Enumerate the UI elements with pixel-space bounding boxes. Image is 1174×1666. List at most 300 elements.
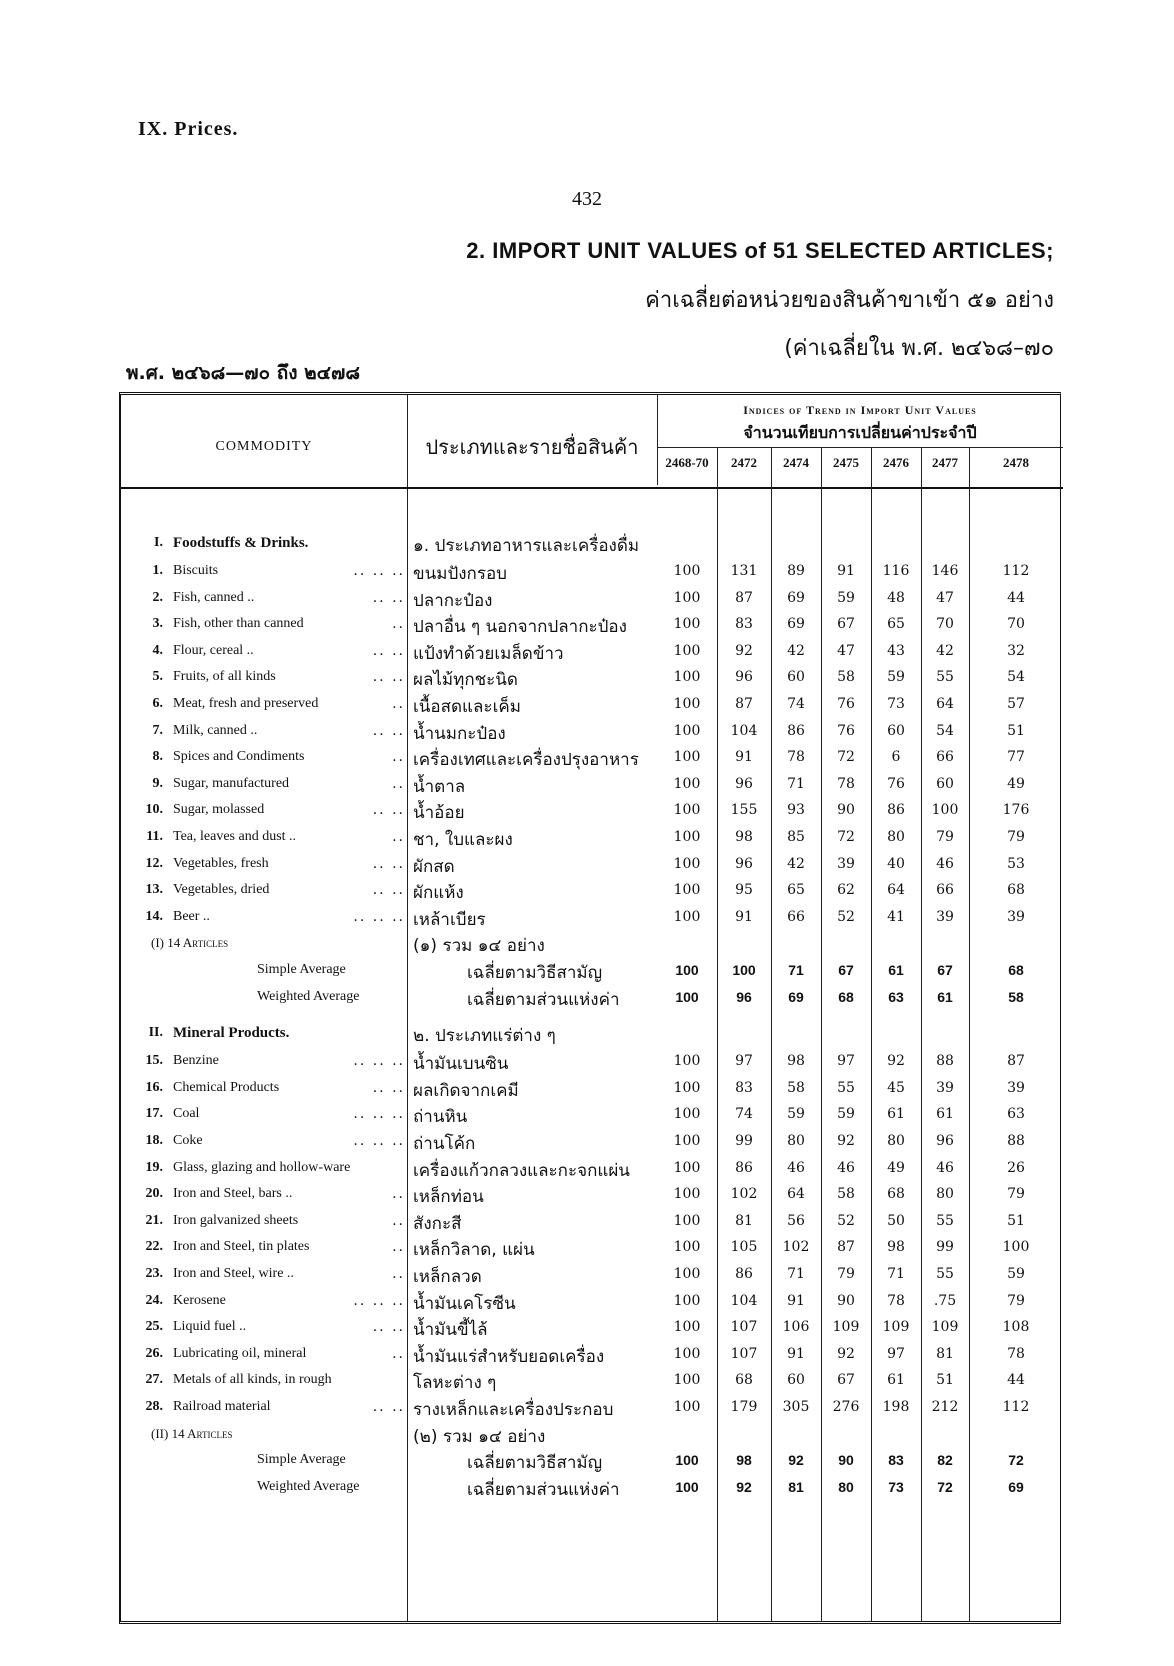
- index-value: 65: [887, 616, 905, 633]
- index-value: 95: [735, 882, 753, 899]
- index-value: 100: [675, 1452, 699, 1469]
- index-value: 91: [735, 749, 753, 766]
- leader-dots: .. .. ..: [353, 1292, 405, 1309]
- row-number: 23.: [145, 1266, 163, 1281]
- commodity-name: Lubricating oil, mineral: [173, 1345, 307, 1361]
- index-value: 305: [782, 1399, 810, 1415]
- index-value: 100: [673, 642, 701, 659]
- index-value: 69: [1008, 1478, 1024, 1495]
- index-value: 81: [735, 1212, 753, 1229]
- index-value: 100: [673, 1133, 701, 1149]
- commodity-name-thai: เหล็กลวด: [413, 1267, 482, 1287]
- commodity-name-thai: ชา, ใบและผง: [413, 830, 513, 850]
- commodity-name-thai: ผักสด: [413, 856, 455, 877]
- index-value: 76: [837, 696, 855, 712]
- index-value: 6: [891, 749, 901, 766]
- index-value: 97: [837, 1053, 855, 1070]
- index-value: 88: [1007, 1133, 1025, 1149]
- commodity-name-thai: เหล้าเบียร: [413, 909, 486, 930]
- index-value: 100: [673, 1345, 701, 1362]
- year-header: 2476: [883, 455, 909, 470]
- index-value: 107: [730, 1345, 758, 1362]
- row-number: 19.: [145, 1159, 163, 1175]
- index-value: 52: [837, 908, 855, 925]
- index-value: 87: [735, 696, 753, 712]
- row-number: 10.: [145, 802, 163, 818]
- index-value: 49: [1007, 775, 1025, 792]
- row-number: 4.: [152, 642, 163, 658]
- index-value: 97: [887, 1345, 905, 1362]
- index-value: 98: [736, 1452, 752, 1469]
- index-value: 96: [936, 1133, 954, 1149]
- index-value: 105: [730, 1239, 758, 1256]
- leader-dots: ..: [392, 829, 405, 845]
- index-value: 102: [782, 1239, 810, 1256]
- index-value: 131: [730, 563, 758, 579]
- commodity-name: Fruits, of all kinds: [173, 669, 276, 685]
- index-value: 100: [673, 855, 701, 872]
- index-value: 61: [937, 988, 953, 1005]
- index-value: 44: [1007, 589, 1025, 606]
- index-value: 59: [887, 669, 905, 686]
- commodity-name: Chemical Products: [173, 1079, 280, 1095]
- index-value: 45: [887, 1079, 905, 1096]
- index-value: 68: [735, 1372, 753, 1389]
- index-value: 100: [673, 669, 701, 686]
- table-title-thai: ค่าเฉลี่ยต่อหน่วยของสินค้าขาเข้า ๕๑ อย่าง: [645, 288, 1054, 313]
- index-value: 68: [1007, 882, 1025, 899]
- index-value: 83: [888, 1452, 904, 1469]
- index-value: 74: [787, 696, 805, 712]
- column-header-indices: Indices of Trend in Import Unit Values: [743, 403, 977, 417]
- index-value: 46: [837, 1159, 855, 1176]
- index-value: 60: [787, 669, 805, 686]
- leader-dots: .. ..: [372, 1079, 405, 1096]
- row-number: 12.: [145, 855, 163, 871]
- commodity-name: Milk, canned ..: [173, 722, 258, 738]
- index-value: 32: [1007, 642, 1025, 659]
- commodity-name: Coal: [173, 1106, 200, 1122]
- leader-dots: .. .. ..: [353, 1133, 405, 1149]
- index-value: 100: [675, 1478, 699, 1495]
- index-value: 85: [787, 829, 805, 845]
- commodity-name: Mineral Products.: [173, 1025, 290, 1042]
- commodity-name-thai: เฉลี่ยตามส่วนแห่งค่า: [467, 1479, 620, 1500]
- year-column-divider: [921, 447, 922, 1621]
- index-value: 73: [888, 1478, 904, 1495]
- index-value: 59: [837, 589, 855, 606]
- index-value: 39: [1007, 1079, 1025, 1096]
- index-value: 89: [787, 563, 805, 579]
- commodity-name: Flour, cereal ..: [173, 642, 254, 658]
- index-value: 68: [887, 1186, 905, 1203]
- index-value: 90: [837, 802, 855, 819]
- index-value: 176: [1002, 802, 1030, 819]
- commodity-name: Weighted Average: [257, 988, 360, 1004]
- index-value: 46: [787, 1159, 805, 1176]
- index-value: 109: [882, 1319, 910, 1336]
- index-value: 46: [936, 1159, 954, 1176]
- commodity-name-thai: ถ่านโค้ก: [413, 1134, 476, 1154]
- commodity-name: Railroad material: [173, 1399, 271, 1414]
- row-number: 21.: [145, 1212, 163, 1228]
- index-value: 98: [735, 829, 753, 845]
- commodity-name-thai: น้ำอ้อย: [413, 803, 465, 824]
- leader-dots: ..: [392, 749, 405, 766]
- index-value: 51: [1007, 1212, 1025, 1229]
- index-value: 80: [838, 1478, 854, 1495]
- index-value: 43: [887, 642, 905, 659]
- index-value: 60: [936, 775, 954, 792]
- index-value: 100: [673, 1372, 701, 1389]
- index-value: 87: [837, 1239, 855, 1256]
- row-number: 9.: [152, 775, 163, 791]
- index-value: 49: [887, 1159, 905, 1176]
- index-value: .75: [933, 1292, 957, 1309]
- commodity-name-thai: เหล็กท่อน: [413, 1187, 484, 1208]
- index-value: 100: [732, 962, 756, 978]
- index-value: 60: [887, 722, 905, 739]
- index-value: 100: [673, 1159, 701, 1176]
- index-value: 100: [673, 1319, 701, 1336]
- index-value: 79: [1007, 1186, 1025, 1203]
- year-header: 2475: [833, 455, 859, 470]
- index-value: 102: [730, 1186, 758, 1203]
- commodity-name: Fish, other than canned: [173, 616, 304, 632]
- index-value: 92: [735, 642, 753, 659]
- commodity-name-thai: ๒. ประเภทแร่ต่าง ๆ: [413, 1026, 556, 1047]
- index-value: 47: [837, 642, 855, 659]
- index-value: 68: [838, 988, 854, 1005]
- index-value: 61: [888, 962, 904, 978]
- index-value: 81: [936, 1345, 954, 1362]
- year-column-divider: [871, 447, 872, 1621]
- index-value: 104: [730, 722, 758, 739]
- index-value: 108: [1002, 1319, 1030, 1336]
- index-value: 41: [887, 908, 905, 925]
- index-value: 92: [887, 1053, 905, 1070]
- commodity-name-thai: ๑. ประเภทอาหารและเครื่องดื่ม: [413, 536, 640, 556]
- index-value: 96: [735, 669, 753, 686]
- index-value: 76: [837, 722, 855, 739]
- index-value: 72: [837, 749, 855, 766]
- commodity-name: Iron and Steel, tin plates: [173, 1239, 310, 1255]
- commodity-name: Benzine: [173, 1053, 219, 1069]
- commodity-name: Kerosene: [173, 1292, 226, 1308]
- row-number: 16.: [145, 1079, 163, 1095]
- year-column-divider: [771, 447, 772, 1621]
- leader-dots: ..: [392, 1186, 405, 1203]
- page-number: 432: [572, 188, 602, 210]
- year-header: 2474: [783, 455, 809, 470]
- commodity-name: Glass, glazing and hollow-ware: [173, 1159, 351, 1175]
- commodity-name-thai: เฉลี่ยตามวิธีสามัญ: [467, 1453, 603, 1474]
- commodity-name: Beer ..: [173, 908, 210, 924]
- index-value: 61: [936, 1106, 954, 1123]
- index-value: 100: [673, 1079, 701, 1096]
- commodity-name-thai: ปลาอื่น ๆ นอกจากปลากะป๋อง: [413, 617, 627, 638]
- index-value: 99: [735, 1133, 753, 1149]
- commodity-name: Sugar, manufactured: [173, 775, 290, 791]
- row-number: 11.: [146, 829, 163, 844]
- index-value: 26: [1007, 1159, 1025, 1176]
- index-value: 56: [787, 1212, 805, 1229]
- leader-dots: .. ..: [372, 802, 405, 819]
- index-value: 66: [936, 749, 954, 766]
- index-value: 68: [1008, 962, 1024, 978]
- index-value: 67: [837, 1372, 855, 1389]
- index-value: 91: [735, 908, 753, 925]
- index-value: 80: [887, 1133, 905, 1149]
- index-value: 39: [837, 855, 855, 872]
- row-number: 13.: [145, 882, 163, 898]
- index-value: 100: [673, 802, 701, 819]
- leader-dots: ..: [392, 1239, 405, 1256]
- row-number: 8.: [152, 749, 163, 765]
- index-value: 61: [887, 1372, 905, 1389]
- index-value: 71: [787, 1266, 805, 1282]
- commodity-name-thai: เฉลี่ยตามวิธีสามัญ: [467, 963, 603, 983]
- commodity-name-thai: น้ำนมกะป๋อง: [413, 723, 506, 744]
- commodity-name: Weighted Average: [257, 1478, 360, 1494]
- commodity-name-thai: รางเหล็กและเครื่องประกอบ: [413, 1400, 614, 1420]
- index-value: 58: [837, 669, 855, 686]
- index-value: 53: [1007, 855, 1025, 872]
- index-value: 80: [887, 829, 905, 845]
- index-value: 80: [936, 1186, 954, 1203]
- index-value: 57: [1007, 696, 1025, 712]
- leader-dots: .. .. ..: [353, 1053, 405, 1070]
- index-value: 86: [887, 802, 905, 819]
- index-value: 86: [735, 1159, 753, 1176]
- leader-dots: .. ..: [372, 722, 405, 739]
- commodity-name-thai: (๑) รวม ๑๔ อย่าง: [413, 936, 545, 957]
- year-header: 2472: [731, 455, 757, 470]
- index-value: 71: [788, 962, 804, 978]
- index-value: 55: [936, 669, 954, 686]
- row-number: 1.: [152, 563, 163, 578]
- commodity-name-thai: น้ำมันเบนซิน: [413, 1054, 509, 1075]
- row-number: 15.: [145, 1053, 163, 1069]
- index-value: 39: [936, 1079, 954, 1096]
- index-value: 107: [730, 1319, 758, 1336]
- leader-dots: ..: [392, 696, 405, 712]
- column-header-commodity-thai: ประเภทและรายชื่อสินค้า: [425, 435, 639, 459]
- index-value: 98: [787, 1053, 805, 1070]
- index-value: 79: [837, 1266, 855, 1282]
- index-value: 69: [787, 589, 805, 606]
- commodity-name: Vegetables, dried: [173, 882, 270, 898]
- leader-dots: ..: [392, 1345, 405, 1362]
- index-value: 100: [673, 1053, 701, 1070]
- index-value: 212: [931, 1399, 959, 1415]
- leader-dots: .. ..: [372, 642, 405, 659]
- index-value: 100: [673, 722, 701, 739]
- index-value: 58: [787, 1079, 805, 1096]
- index-value: 46: [936, 855, 954, 872]
- commodity-name: Meat, fresh and preserved: [173, 696, 319, 711]
- column-header-commodity: COMMODITY: [215, 439, 313, 454]
- row-number: 18.: [145, 1133, 163, 1148]
- index-value: 64: [787, 1186, 805, 1203]
- commodity-name: Fish, canned ..: [173, 589, 255, 605]
- index-value: 52: [837, 1212, 855, 1229]
- index-value: 48: [887, 589, 905, 606]
- index-value: 86: [787, 722, 805, 739]
- index-value: 91: [787, 1345, 805, 1362]
- index-value: 71: [787, 775, 805, 792]
- index-value: 100: [673, 563, 701, 579]
- index-value: 82: [937, 1452, 953, 1469]
- era-range-thai: พ.ศ. ๒๔๖๘—๗๐ ถึง ๒๔๗๘: [126, 362, 361, 384]
- commodity-name: Coke: [173, 1133, 203, 1148]
- index-value: 64: [936, 696, 954, 712]
- index-value: 54: [936, 722, 954, 739]
- index-value: 109: [931, 1319, 959, 1336]
- index-value: 100: [673, 1399, 701, 1415]
- index-value: 58: [837, 1186, 855, 1203]
- index-value: 91: [787, 1292, 805, 1309]
- index-value: 100: [673, 829, 701, 845]
- index-value: 276: [832, 1399, 860, 1415]
- commodity-name-thai: ผลไม้ทุกชะนิด: [413, 670, 518, 691]
- index-value: 63: [888, 988, 904, 1005]
- commodity-name: Liquid fuel ..: [173, 1319, 247, 1335]
- index-value: 55: [936, 1266, 954, 1282]
- index-value: 100: [1002, 1239, 1030, 1256]
- index-value: 116: [882, 563, 910, 579]
- index-value: 100: [673, 1292, 701, 1309]
- index-value: 70: [1007, 616, 1025, 633]
- index-value: 96: [735, 855, 753, 872]
- commodity-name-thai: น้ำมันเคโรซีน: [413, 1293, 516, 1314]
- index-value: 97: [735, 1053, 753, 1070]
- commodity-name: Simple Average: [257, 1452, 346, 1468]
- index-value: 78: [837, 775, 855, 792]
- index-value: 92: [736, 1478, 752, 1495]
- row-number: 2.: [152, 589, 163, 605]
- index-value: 42: [787, 642, 805, 659]
- commodity-name-thai: โลหะต่าง ๆ: [413, 1373, 497, 1394]
- index-value: 100: [673, 589, 701, 606]
- index-value: 64: [887, 882, 905, 899]
- commodity-name: Sugar, molassed: [173, 802, 265, 818]
- index-value: 50: [887, 1212, 905, 1229]
- commodity-name-thai: เครื่องเทศและเครื่องปรุงอาหาร: [413, 750, 639, 771]
- index-value: 88: [936, 1053, 954, 1070]
- index-value: 79: [1007, 1292, 1025, 1309]
- leader-dots: .. ..: [372, 669, 405, 686]
- commodity-name-thai: ขนมปังกรอบ: [413, 564, 507, 584]
- index-value: 100: [675, 988, 699, 1005]
- index-value: 67: [937, 962, 953, 978]
- row-number: 3.: [152, 616, 163, 632]
- index-value: 100: [675, 962, 699, 978]
- commodity-name-thai: น้ำมันขี้ไล้: [413, 1320, 488, 1341]
- index-value: 92: [788, 1452, 804, 1469]
- row-number: 28.: [145, 1399, 163, 1414]
- index-value: 69: [788, 988, 804, 1005]
- index-value: 59: [1007, 1266, 1025, 1282]
- index-value: 99: [936, 1239, 954, 1256]
- row-number: 24.: [145, 1292, 163, 1308]
- index-value: 179: [730, 1399, 758, 1415]
- index-value: 100: [673, 1106, 701, 1123]
- index-value: 51: [1007, 722, 1025, 739]
- leader-dots: ..: [392, 1266, 405, 1282]
- commodity-name-thai: น้ำตาล: [413, 776, 466, 797]
- commodity-name-thai: เนื้อสดและเค็ม: [413, 697, 521, 717]
- index-value: 78: [787, 749, 805, 766]
- index-value: 54: [1007, 669, 1025, 686]
- index-value: 78: [1007, 1345, 1025, 1362]
- leader-dots: .. ..: [372, 1399, 405, 1415]
- index-value: 67: [838, 962, 854, 978]
- column-header-indices-thai: จำนวนเทียบการเปลี่ยนค่าประจำปี: [743, 423, 977, 442]
- index-value: 109: [832, 1319, 860, 1336]
- index-value: 66: [787, 908, 805, 925]
- year-header: 2478: [1003, 455, 1029, 470]
- index-value: 104: [730, 1292, 758, 1309]
- index-value: 90: [837, 1292, 855, 1309]
- row-number: 25.: [145, 1319, 163, 1335]
- index-value: 100: [673, 908, 701, 925]
- commodity-name: Iron and Steel, wire ..: [173, 1266, 294, 1281]
- leader-dots: .. ..: [372, 1319, 405, 1336]
- year-column-divider: [717, 447, 718, 1621]
- row-number: 5.: [152, 669, 163, 685]
- commodity-name-thai: ถ่านหิน: [413, 1107, 468, 1128]
- index-value: 96: [735, 775, 753, 792]
- index-value: 65: [787, 882, 805, 899]
- index-value: 83: [735, 616, 753, 633]
- year-column-divider: [969, 447, 970, 1621]
- index-value: 59: [787, 1106, 805, 1123]
- index-value: 86: [735, 1266, 753, 1282]
- row-number: 26.: [145, 1345, 163, 1361]
- leader-dots: .. ..: [372, 589, 405, 606]
- index-value: 100: [673, 749, 701, 766]
- index-value: 100: [673, 1186, 701, 1203]
- index-value: 90: [838, 1452, 854, 1469]
- commodity-name-thai: ผักแห้ง: [413, 883, 464, 904]
- commodity-name: Simple Average: [257, 962, 346, 977]
- index-value: 146: [931, 563, 959, 579]
- commodity-name: Spices and Condiments: [173, 749, 305, 765]
- index-value: 83: [735, 1079, 753, 1096]
- index-value: 72: [837, 829, 855, 845]
- index-value: 92: [837, 1345, 855, 1362]
- index-value: 59: [837, 1106, 855, 1123]
- index-value: 100: [673, 1266, 701, 1282]
- index-value: 42: [787, 855, 805, 872]
- index-value: 100: [931, 802, 959, 819]
- index-value: 60: [787, 1372, 805, 1389]
- index-value: 72: [1008, 1452, 1024, 1469]
- commodity-name: Vegetables, fresh: [173, 855, 269, 871]
- row-number: 6.: [152, 696, 163, 711]
- commodity-name-thai: (๒) รวม ๑๔ อย่าง: [413, 1426, 546, 1447]
- leader-dots: ..: [392, 616, 405, 633]
- leader-dots: .. ..: [372, 855, 405, 872]
- commodity-name-thai: ผลเกิดจากเคมี: [413, 1080, 519, 1101]
- commodity-name-thai: ปลากะป๋อง: [413, 590, 493, 611]
- base-period-note-thai: (ค่าเฉลี่ยใน พ.ศ. ๒๔๖๘–๗๐: [784, 336, 1054, 361]
- index-value: 61: [887, 1106, 905, 1123]
- index-value: 74: [735, 1106, 753, 1123]
- index-value: 58: [1008, 988, 1024, 1005]
- index-value: 72: [937, 1478, 953, 1495]
